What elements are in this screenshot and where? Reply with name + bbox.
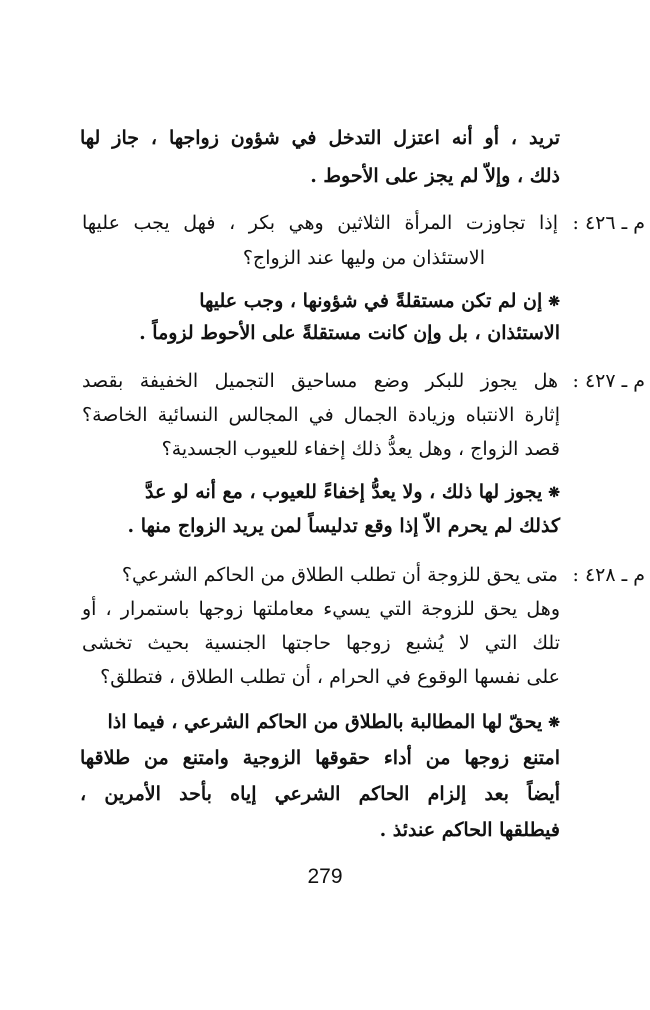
question-428-line: وهل يحق للزوجة التي يسيء معاملتها زوجها باستمرار ، أو bbox=[82, 598, 560, 620]
answer-426-line: الاستئذان ، بل وإن كانت مستقلةً على الأحوط لزوماً . bbox=[139, 322, 560, 344]
question-426-line: الاستئذان من وليها عند الزواج؟ bbox=[242, 247, 485, 269]
continuation-line: ذلك ، وإلاّ لم يجز على الأحوط . bbox=[310, 165, 560, 187]
answer-426-line: ❋إن لم تكن مستقلةً في شؤونها ، وجب عليها bbox=[80, 286, 560, 316]
question-427-line: إثارة الانتباه وزيادة الجمال في المجالس النسائية الخاصة؟ bbox=[82, 404, 560, 426]
answer-428-line: أيضاً بعد إلزام الحاكم الشرعي إياه بأحد الأمرين ، bbox=[80, 783, 560, 805]
question-426-line: إذا تجاوزت المرأة الثلاثين وهي بكر ، فهل يجب عليها bbox=[82, 212, 558, 234]
question-428-line: على نفسها الوقوع في الحرام ، أن تطلب الطلاق ، فتطلق؟ bbox=[100, 666, 560, 688]
page-number: 279 bbox=[307, 865, 343, 888]
answer-428-line: فيطلقها الحاكم عندئذ . bbox=[379, 819, 560, 841]
answer-428-line: ❋يحقّ لها المطالبة بالطلاق من الحاكم الشرعي ، فيما اذا bbox=[80, 707, 560, 737]
question-number-426: م ـ ٤٢٦ : bbox=[572, 212, 645, 234]
answer-marker-icon: ❋ bbox=[548, 715, 560, 731]
question-number-428: م ـ ٤٢٨ : bbox=[572, 564, 645, 586]
answer-marker-icon: ❋ bbox=[548, 485, 560, 501]
continuation-line: تريد ، أو أنه اعتزل التدخل في شؤون زواجها ، جاز لها bbox=[80, 127, 560, 149]
answer-427-line: ❋يجوز لها ذلك ، ولا يعدُّ إخفاءً للعيوب ، مع أنه لو عدَّ bbox=[80, 477, 560, 507]
answer-marker-icon: ❋ bbox=[548, 294, 560, 310]
answer-427-line: كذلك لم يحرم الاّ إذا وقع تدليساً لمن يريد الزواج منها . bbox=[127, 515, 560, 537]
question-427-line: هل يجوز للبكر وضع مساحيق التجميل الخفيفة بقصد bbox=[82, 370, 558, 392]
question-number-427: م ـ ٤٢٧ : bbox=[572, 370, 645, 392]
question-427-line: قصد الزواج ، وهل يعدُّ ذلك إخفاء للعيوب الجسدية؟ bbox=[161, 438, 560, 460]
question-428-line: تلك التي لا يُشبع زوجها حاجتها الجنسية بحيث تخشى bbox=[82, 632, 560, 654]
question-428-line: متى يحق للزوجة أن تطلب الطلاق من الحاكم الشرعي؟ bbox=[121, 564, 558, 586]
answer-428-line: امتنع زوجها من أداء حقوقها الزوجية وامتنع من طلاقها bbox=[80, 747, 560, 769]
